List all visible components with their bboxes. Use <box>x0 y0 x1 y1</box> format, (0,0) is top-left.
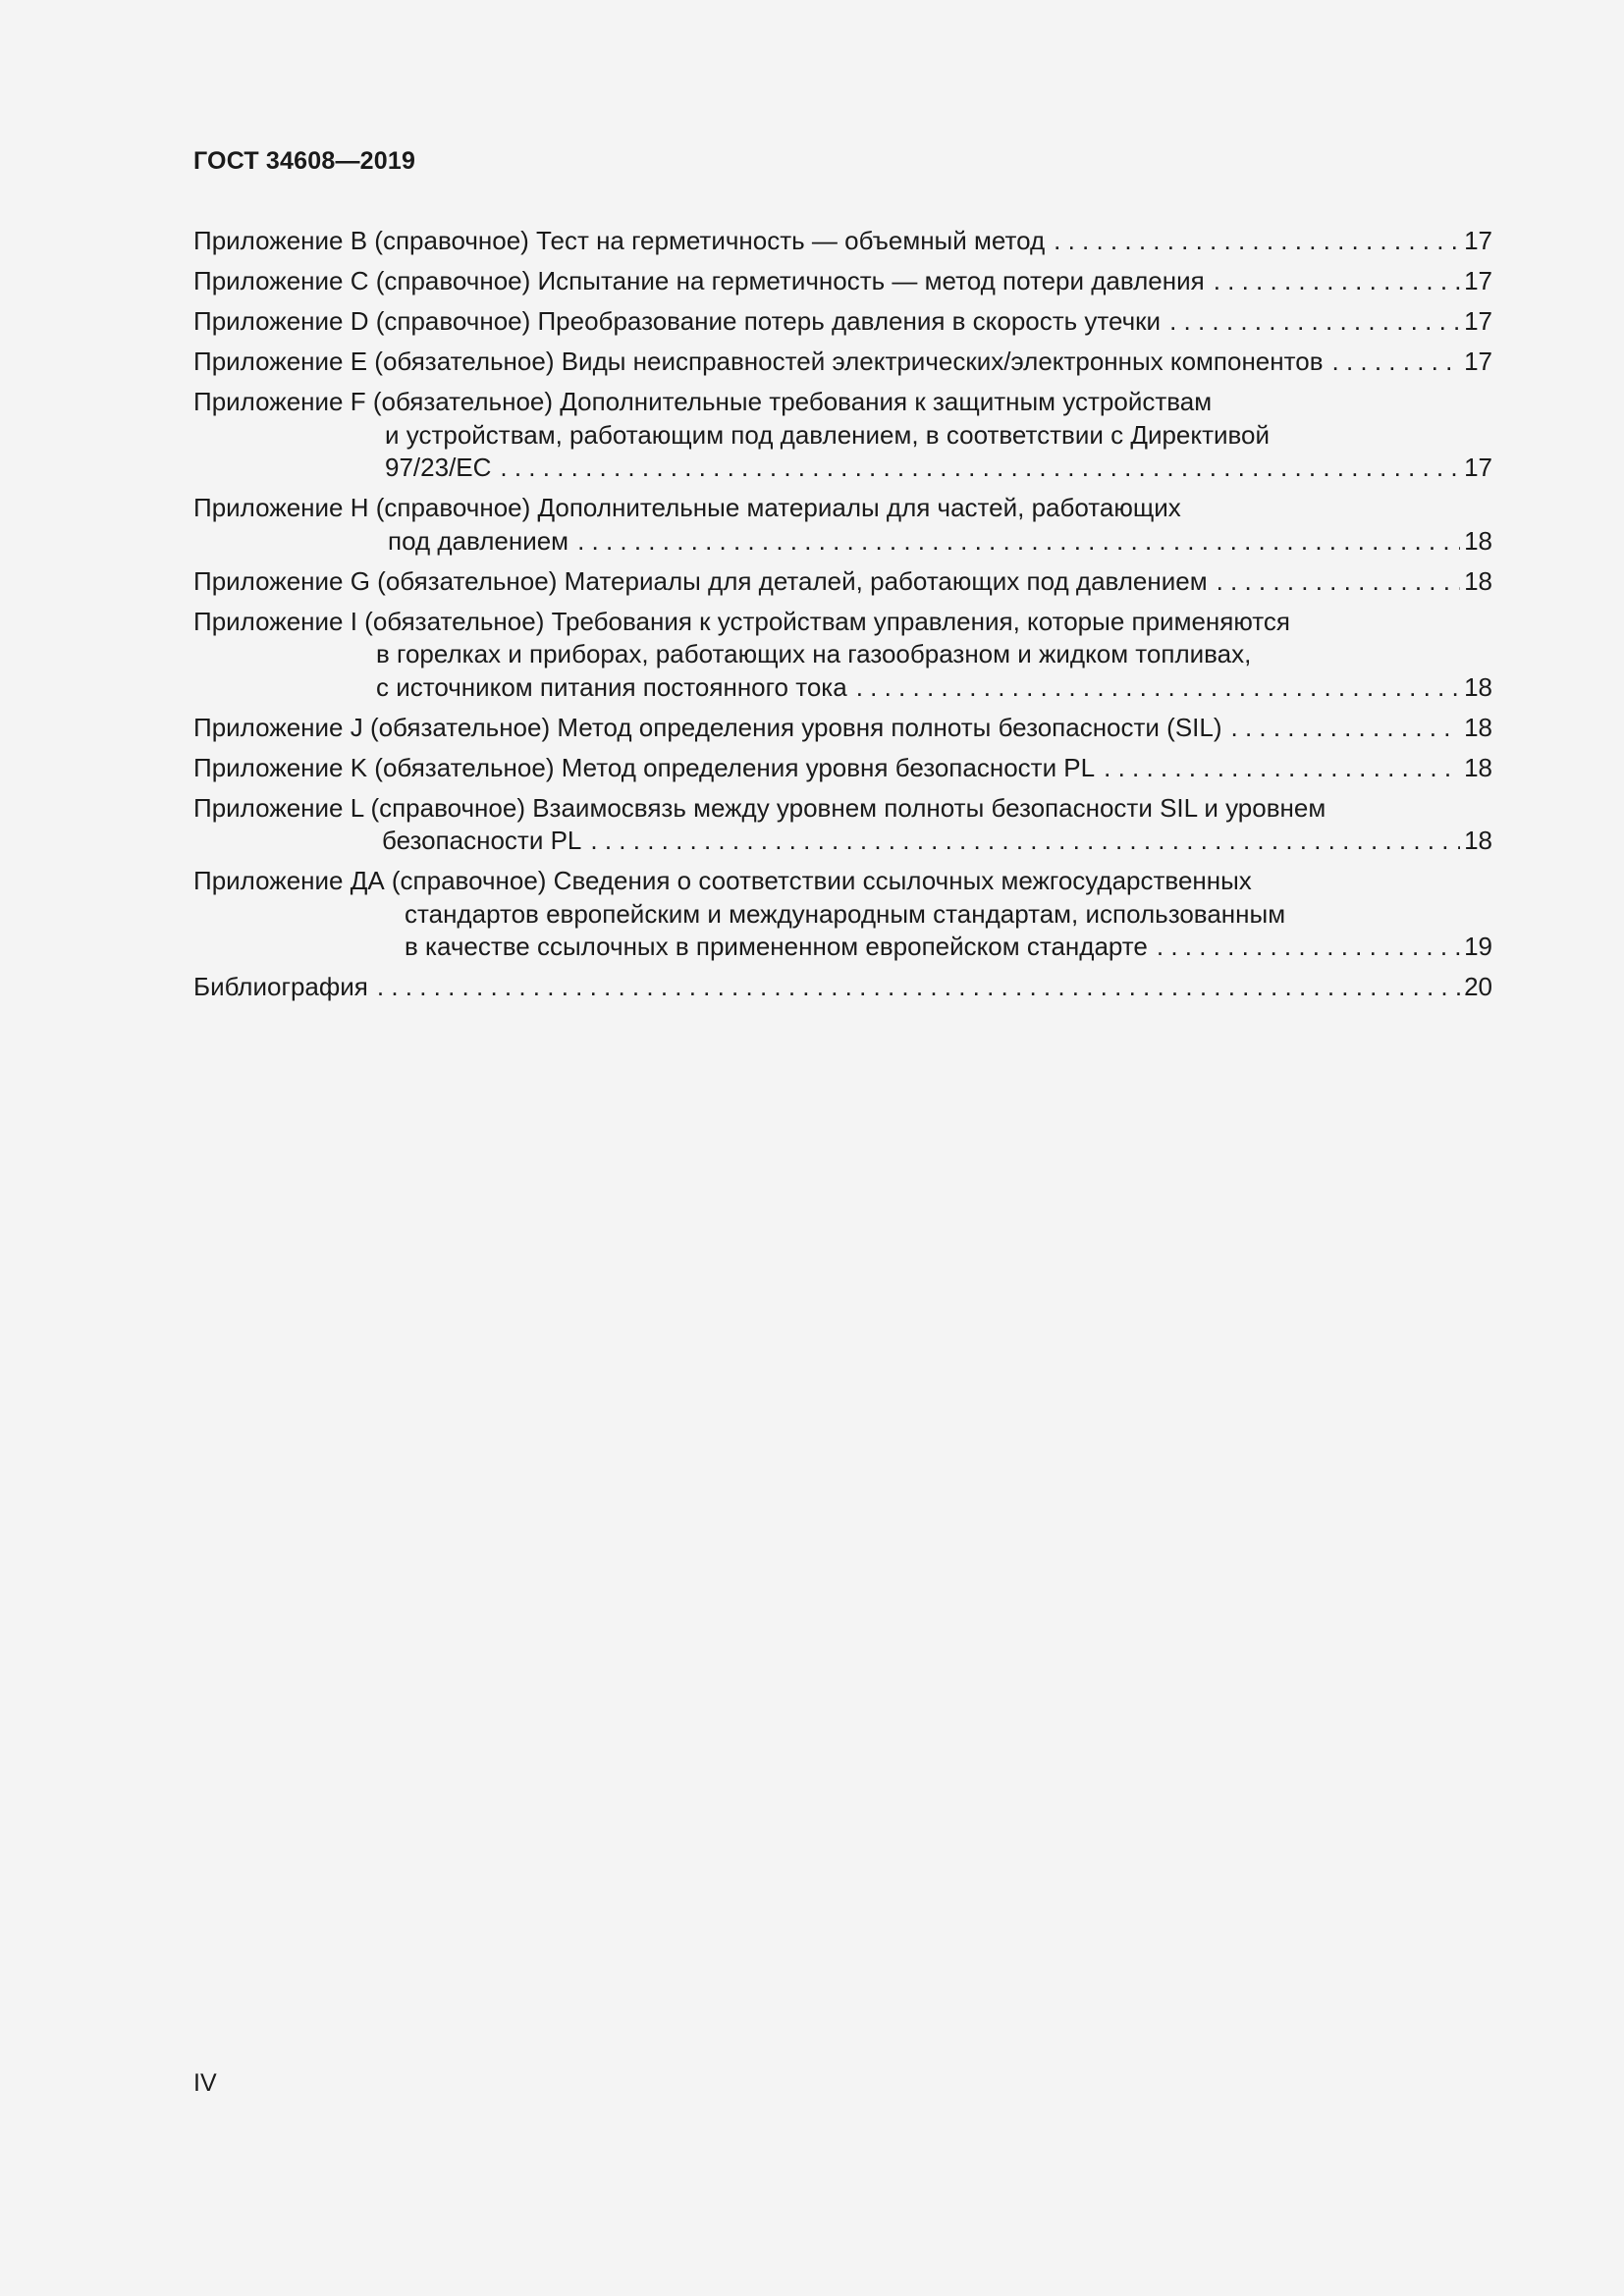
toc-entry-title-continuation: в горелках и приборах, работающих на газообразном и жидком топливах, <box>376 639 1252 668</box>
toc-entry-title: Приложение С (справочное) Испытание на герметичность — метод потери давления <box>193 266 1205 295</box>
toc-page-number: 18 <box>1464 752 1492 782</box>
toc-entry-title-continuation: в качестве ссылочных в примененном европейском стандарте <box>405 932 1148 961</box>
toc-entry-title-continuation: 97/23/ЕС <box>385 453 492 482</box>
toc-entry-title-continuation: стандартов европейским и международным стандартам, использованным <box>405 898 1286 929</box>
toc-entry-title: Приложение Н (справочное) Дополнительные материалы для частей, работающих <box>193 493 1181 522</box>
toc-entry-title-continuation: с источником питания постоянного тока <box>376 671 847 702</box>
toc-page-number: 20 <box>1464 972 1492 1001</box>
toc-leader-dots <box>1217 565 1460 599</box>
toc-entry-annex-da[interactable] <box>193 865 1492 964</box>
toc-page-number: 17 <box>1464 266 1492 295</box>
toc-page-number: 19 <box>1464 932 1492 961</box>
toc-leader-dots <box>1169 305 1460 339</box>
toc-page-number: 17 <box>1464 226 1492 255</box>
document-header: ГОСТ 34608—2019 <box>193 147 416 175</box>
toc-leader-dots <box>1157 931 1460 964</box>
toc-entry-annex-d[interactable] <box>193 305 1492 339</box>
toc-entry-annex-l[interactable] <box>193 792 1492 858</box>
toc-entry-title-continuation: и устройствам, работающим под давлением, в соответствии с Директивой <box>385 419 1270 450</box>
toc-page-number: 17 <box>1464 347 1492 376</box>
page-number: IV <box>193 2069 217 2097</box>
toc-entry-annex-c[interactable] <box>193 265 1492 298</box>
toc-leader-dots <box>1104 752 1460 785</box>
toc-entry-title: Приложение F (обязательное) Дополнительные требования к защитным устройствам <box>193 387 1213 416</box>
toc-entry-annex-b[interactable] <box>193 225 1492 258</box>
toc-entry-title: Приложение Е (обязательное) Виды неисправностей электрических/электронных компонентов <box>193 347 1324 376</box>
toc-leader-dots <box>1214 265 1460 298</box>
toc-entry-title: Приложение В (справочное) Тест на герметичность — объемный метод <box>193 226 1046 255</box>
table-of-contents <box>193 225 1492 1011</box>
toc-page-number: 18 <box>1464 671 1492 702</box>
toc-entry-title: Приложение G (обязательное) Материалы для деталей, работающих под давлением <box>193 565 1208 596</box>
toc-entry-title: Приложение L (справочное) Взаимосвязь между уровнем полноты безопасности SIL и уровнем <box>193 792 1326 823</box>
toc-entry-title-continuation: под давлением <box>388 525 569 556</box>
toc-entry-title: Приложение ДА (справочное) Сведения о соответствии ссылочных межгосударственных <box>193 866 1252 895</box>
toc-entry-title: Библиография <box>193 972 368 1001</box>
toc-page-number: 17 <box>1464 306 1492 336</box>
toc-leader-dots <box>500 452 1460 485</box>
toc-leader-dots <box>377 971 1460 1004</box>
toc-entry-annex-j[interactable] <box>193 712 1492 745</box>
toc-entry-annex-k[interactable] <box>193 752 1492 785</box>
toc-leader-dots <box>590 825 1460 858</box>
toc-entry-title: Приложение K (обязательное) Метод определения уровня безопасности PL <box>193 752 1096 782</box>
toc-entry-title: Приложение D (справочное) Преобразование потерь давления в скорость утечки <box>193 306 1162 336</box>
toc-leader-dots <box>1054 225 1460 258</box>
toc-entry-annex-i[interactable] <box>193 606 1492 705</box>
toc-page-number: 18 <box>1464 525 1492 556</box>
toc-entry-annex-e[interactable] <box>193 346 1492 379</box>
toc-entry-title: Приложение J (обязательное) Метод определения уровня полноты безопасности (SIL) <box>193 712 1222 742</box>
toc-entry-title: Приложение I (обязательное) Требования к устройствам управления, которые применяются <box>193 606 1290 636</box>
toc-entry-title-continuation: безопасности PL <box>382 826 582 855</box>
toc-leader-dots <box>1231 712 1461 745</box>
toc-leader-dots <box>1332 346 1461 379</box>
toc-leader-dots <box>577 525 1460 559</box>
toc-entry-annex-h[interactable] <box>193 492 1492 558</box>
toc-page-number: 18 <box>1464 826 1492 855</box>
toc-entry-bibliography[interactable] <box>193 971 1492 1004</box>
toc-page-number: 18 <box>1464 712 1492 742</box>
toc-entry-annex-g[interactable] <box>193 565 1492 599</box>
toc-leader-dots <box>856 671 1460 705</box>
toc-page-number: 18 <box>1464 565 1492 596</box>
toc-page-number: 17 <box>1464 453 1492 482</box>
toc-entry-annex-f[interactable] <box>193 386 1492 485</box>
